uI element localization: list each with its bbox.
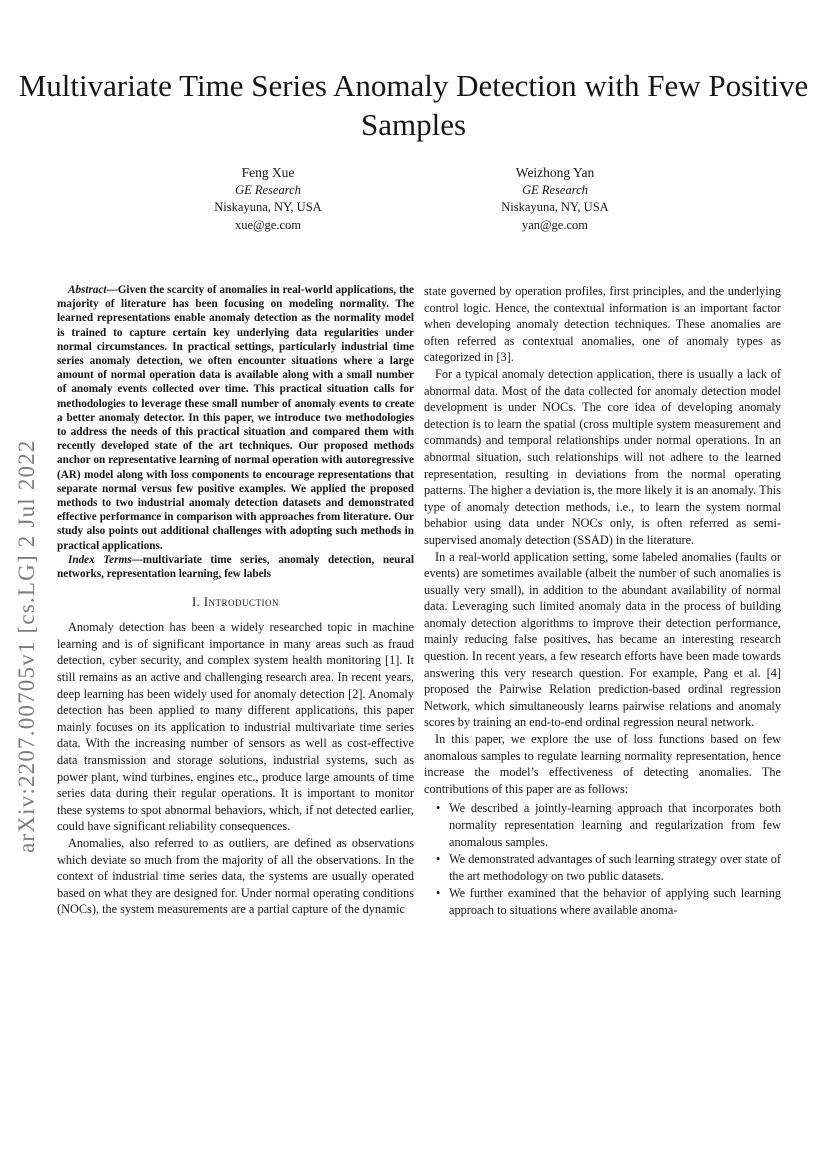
author-location: Niskayuna, NY, USA bbox=[501, 200, 609, 214]
abstract-dash: — bbox=[106, 284, 118, 296]
author-location: Niskayuna, NY, USA bbox=[214, 200, 322, 214]
intro-paragraph: In a real-world application setting, some labeled anomalies (faults or events) are sometimes available (albeit the number of such anomalies is usually very small), in addition to the abundant availability of normal data. Leveraging such limited anomaly data in the process of building anomaly detection algorithms to improve their detection performance, mainly reducing false positives, has became an interesting research question. In recent years, a few research efforts have been made towards answering this very research question. For example, Pang et al. [4] proposed the Pairwise Relation prediction-based ordinal regression Network, which simultaneously learns pairwise relations and anomaly scores by training an end-to-end ordinal regression neural network. bbox=[424, 549, 781, 730]
contribution-item: • We demonstrated advantages of such learning strategy over state of the art methodology on two public datasets. bbox=[449, 851, 781, 884]
author-block-weizhong-yan bbox=[405, 164, 705, 234]
author-email: xue@ge.com bbox=[234, 217, 301, 232]
intro-paragraph: Anomaly detection has been a widely researched topic in machine learning and is of significant importance in many areas such as fraud detection, cyber security, and complex system health monitoring [1]. It still remains as an active and challenging research area. In recent years, deep learning has been widely used for anomaly detection [2]. Anomaly detection has been applied to many different applications, this paper mainly focuses on its application to industrial multivariate time series data. With the increasing number of sensors as well as cost-effective data transmission and storage solutions, industrial systems, such as power plant, wind turbines, engines etc., produce large amounts of time series data during their regular operations. It is important to monitor these systems to spot abnormal behaviors, which, if not detected earlier, could have significant reliability consequences. bbox=[57, 620, 414, 834]
column-left bbox=[57, 283, 414, 918]
author-block-feng-xue bbox=[118, 164, 418, 234]
author-name: Feng Xue bbox=[241, 165, 295, 180]
intro-paragraph: For a typical anomaly detection application, there is usually a lack of abnormal data. Most of the data collected for anomaly detection model development is under NOCs. The core idea of developing anomaly detection is to learn the spatial (cross multiple system measurement and commands) and temporal relationships under normal operations. In an abnormal situation, such relationships will not adhere to the learned representation, resulting in deviations from the normal operating patterns. The higher a deviation is, the more likely it is an anomaly. This type of anomaly detection methods, i.e., to learn the system normal behabior using data under NOCs only, is often referred as semi-supervised anomaly detection (SSAD) in the literature. bbox=[424, 366, 781, 547]
section-heading-introduction: I. Introduction bbox=[191, 595, 280, 610]
arxiv-stamp: arXiv:2207.00705v1 [cs.LG] 2 Jul 2022 bbox=[14, 439, 39, 853]
intro-paragraph: In this paper, we explore the use of loss functions based on few anomalous samples to regulate learning normality representation, hence increase the model’s effectiveness of detecting anomalies. The contributions of this paper are as follows: bbox=[424, 732, 781, 796]
author-affiliation: GE Research bbox=[522, 182, 588, 197]
abstract bbox=[57, 283, 414, 553]
column-right bbox=[424, 283, 781, 920]
paper-title: Multivariate Time Series Anomaly Detection with Few Positive Samples bbox=[18, 68, 809, 142]
index-terms bbox=[57, 553, 414, 581]
intro-paragraph: state governed by operation profiles, first principles, and the underlying control logic. Hence, the contextual information is an important factor when developing anomaly detection techniques. These anomalies are often referred as contextual anomalies, one of anomaly types as categorized in [3]. bbox=[424, 284, 781, 365]
author-email: yan@ge.com bbox=[521, 217, 588, 232]
author-affiliation: GE Research bbox=[235, 182, 301, 197]
index-terms-label: Index Terms bbox=[68, 553, 132, 566]
abstract-text: Given the scarcity of anomalies in real-world applications, the majority of literature has been focusing on modeling normality. The learned representations enable anomaly detection as the normality model is trained to capture certain key underlying data regularities under normal circumstances. In practical settings, particularly industrial time series anomaly detection, we often encounter situations where a large amount of normal operation data is available along with a small number of anomaly events collected over time. This practical situation calls for methodologies to leverage these small number of anomaly events to create a better anomaly detector. In this paper, we introduce two methodologies to address the needs of this practical situation and compared them with recently developed state of the art techniques. Our proposed methods anchor on representative learning of normal operation with autoregressive (AR) model along with loss components to encourage representations that separate normal versus few positive examples. We applied the proposed methods to two industrial anomaly detection datasets and demonstrated effective performance in comparison with approaches from literature. Our study also points out additional challenges with adopting such methods in practical applications. bbox=[57, 284, 414, 552]
contribution-item: • We further examined that the behavior of applying such learning approach to situations where available anoma- bbox=[449, 885, 781, 918]
author-name: Weizhong Yan bbox=[515, 165, 595, 180]
index-terms-dash: — bbox=[131, 553, 143, 566]
abstract-label: Abstract bbox=[68, 284, 107, 296]
contributions-list bbox=[424, 800, 781, 918]
index-terms-text: multivariate time series, anomaly detection, neural networks, representation learning, few labels bbox=[57, 553, 414, 581]
intro-paragraph: Anomalies, also referred to as outliers, are defined as observations which deviate so much from the majority of all the observations. In the context of industrial time series data, the systems are usually operated based on what they are designed for. Under normal operating conditions (NOCs), the system measurements are a partial capture of the dynamic bbox=[57, 835, 414, 917]
contribution-item: • We described a jointly-learning approach that incorporates both normality representation learning and regularization from few anomalous samples. bbox=[449, 800, 781, 850]
